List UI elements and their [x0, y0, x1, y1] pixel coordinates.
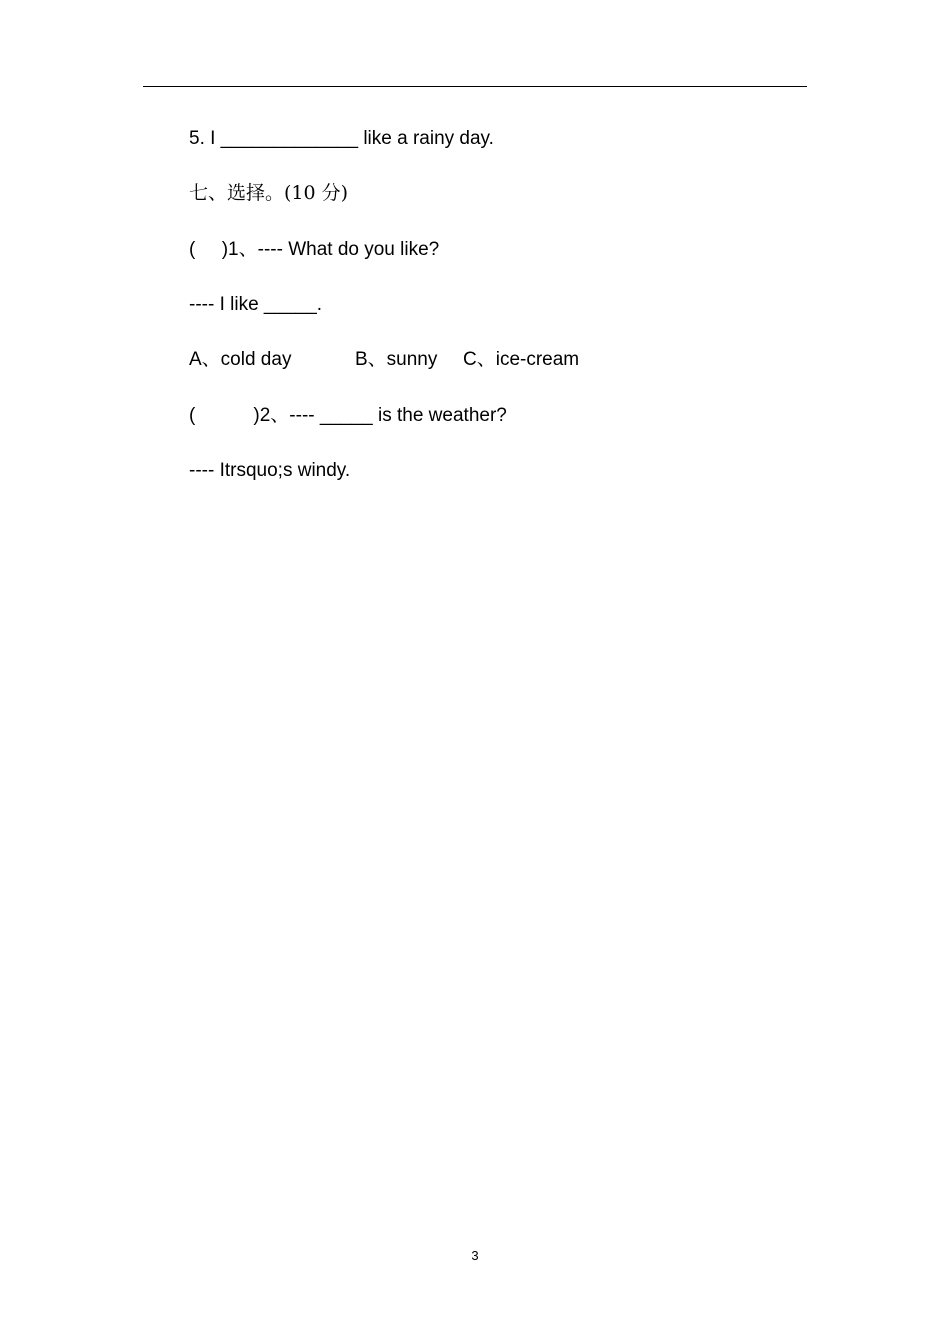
option-a: A、cold day	[189, 349, 292, 370]
section-heading-choice: 七、选择。(10 分)	[189, 182, 349, 204]
option-c: C、ice-cream	[463, 349, 580, 370]
mc-question-1: ( )1、---- What do you like?	[189, 239, 440, 260]
question-5-fill-blank: 5. I _____________ like a rainy day.	[189, 128, 494, 149]
mc-question-2: ( )2、---- _____ is the weather?	[189, 405, 507, 426]
header-rule	[143, 86, 807, 87]
mc-answer-2: ---- Itrsquo;s windy.	[189, 460, 351, 481]
mc-answer-1: ---- I like _____.	[189, 294, 323, 315]
page-number: 3	[471, 1248, 479, 1263]
option-b: B、sunny	[355, 349, 438, 370]
